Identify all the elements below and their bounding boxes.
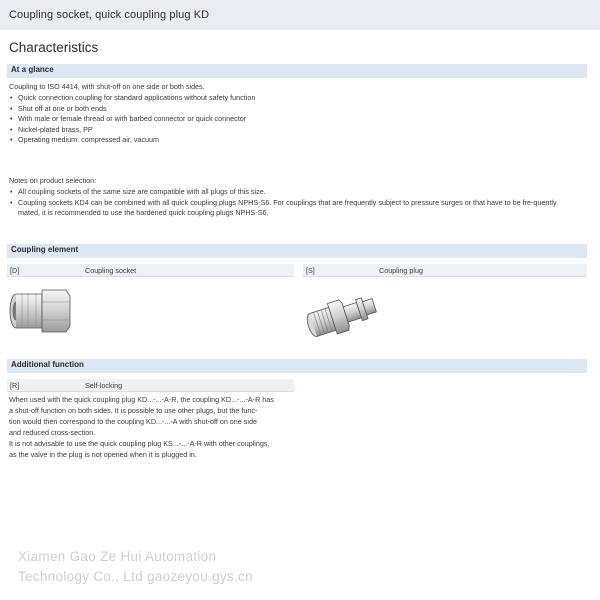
at-a-glance-label: At a glance [11, 65, 54, 74]
intro-text: Coupling to ISO 4414, with shut-off on one side or both sides. [9, 82, 205, 91]
self-locking-name: Self-locking [85, 381, 123, 390]
additional-function-bar [7, 359, 587, 373]
self-locking-line: tion would then correspond to the coupling KD...-...-A with shut-off on one side [9, 417, 257, 426]
list-item: • Operating medium: compressed air, vacuum [9, 135, 255, 146]
coupling-element-label: Coupling element [11, 245, 79, 254]
list-item: • Quick connection coupling for standard applications without safety function [9, 93, 255, 104]
watermark-line-1: Xiamen Gao Ze Hui Automation [18, 549, 217, 564]
notes-list [9, 187, 578, 219]
list-item: • Nickel-plated brass, PP [9, 125, 255, 136]
socket-header [7, 264, 294, 277]
coupling-element-bar [7, 244, 587, 258]
socket-code: [D] [10, 266, 20, 275]
coupling-plug-image [300, 282, 380, 338]
socket-name: Coupling socket [85, 266, 137, 275]
self-locking-line: and reduced cross-section. [9, 428, 96, 437]
at-a-glance-bar [7, 64, 587, 78]
self-locking-code: [R] [10, 381, 20, 390]
plug-name: Coupling plug [379, 266, 423, 275]
list-item: • With male or female thread or with barbed connector or quick connector [9, 114, 255, 125]
list-item: • All coupling sockets of the same size are compatible with all plugs of this size. [9, 187, 578, 198]
header-bar [0, 0, 600, 30]
plug-code: [S] [306, 266, 315, 275]
watermark-line-2: Technology Co., Ltd gaozeyou.gys.cn [18, 569, 253, 584]
self-locking-line: a shut-off function on both sides. It is possible to use other plugs, but the func- [9, 406, 258, 415]
self-locking-line: It is not advisable to use the quick coupling plug KS...-...-A-R with other couplings, [9, 439, 270, 448]
document-title: Coupling socket, quick coupling plug KD [9, 9, 210, 21]
notes-title: Notes on product selection: [9, 176, 97, 185]
list-item: • Coupling sockets KD4 can be combined with all quick coupling plugs NPHS-S6. For couplings that are frequently subject to pressure surges or that have to be fre-quently mated, it is recommended to use the hardened quick coupling plugs NPHS-S6. [9, 198, 578, 219]
self-locking-header [7, 379, 294, 392]
self-locking-line: as the valve in the plug is not opened when it is plugged in. [9, 450, 197, 459]
feature-list [9, 93, 255, 146]
plug-header [303, 264, 587, 277]
coupling-socket-image [8, 284, 74, 338]
list-item: • Shut off at one or both ends [9, 104, 255, 115]
additional-function-label: Additional function [11, 360, 84, 369]
page-heading: Characteristics [9, 40, 99, 55]
self-locking-line: When used with the quick coupling plug KD...-...-A-R, the coupling KD...-...-A-R has [9, 395, 274, 404]
